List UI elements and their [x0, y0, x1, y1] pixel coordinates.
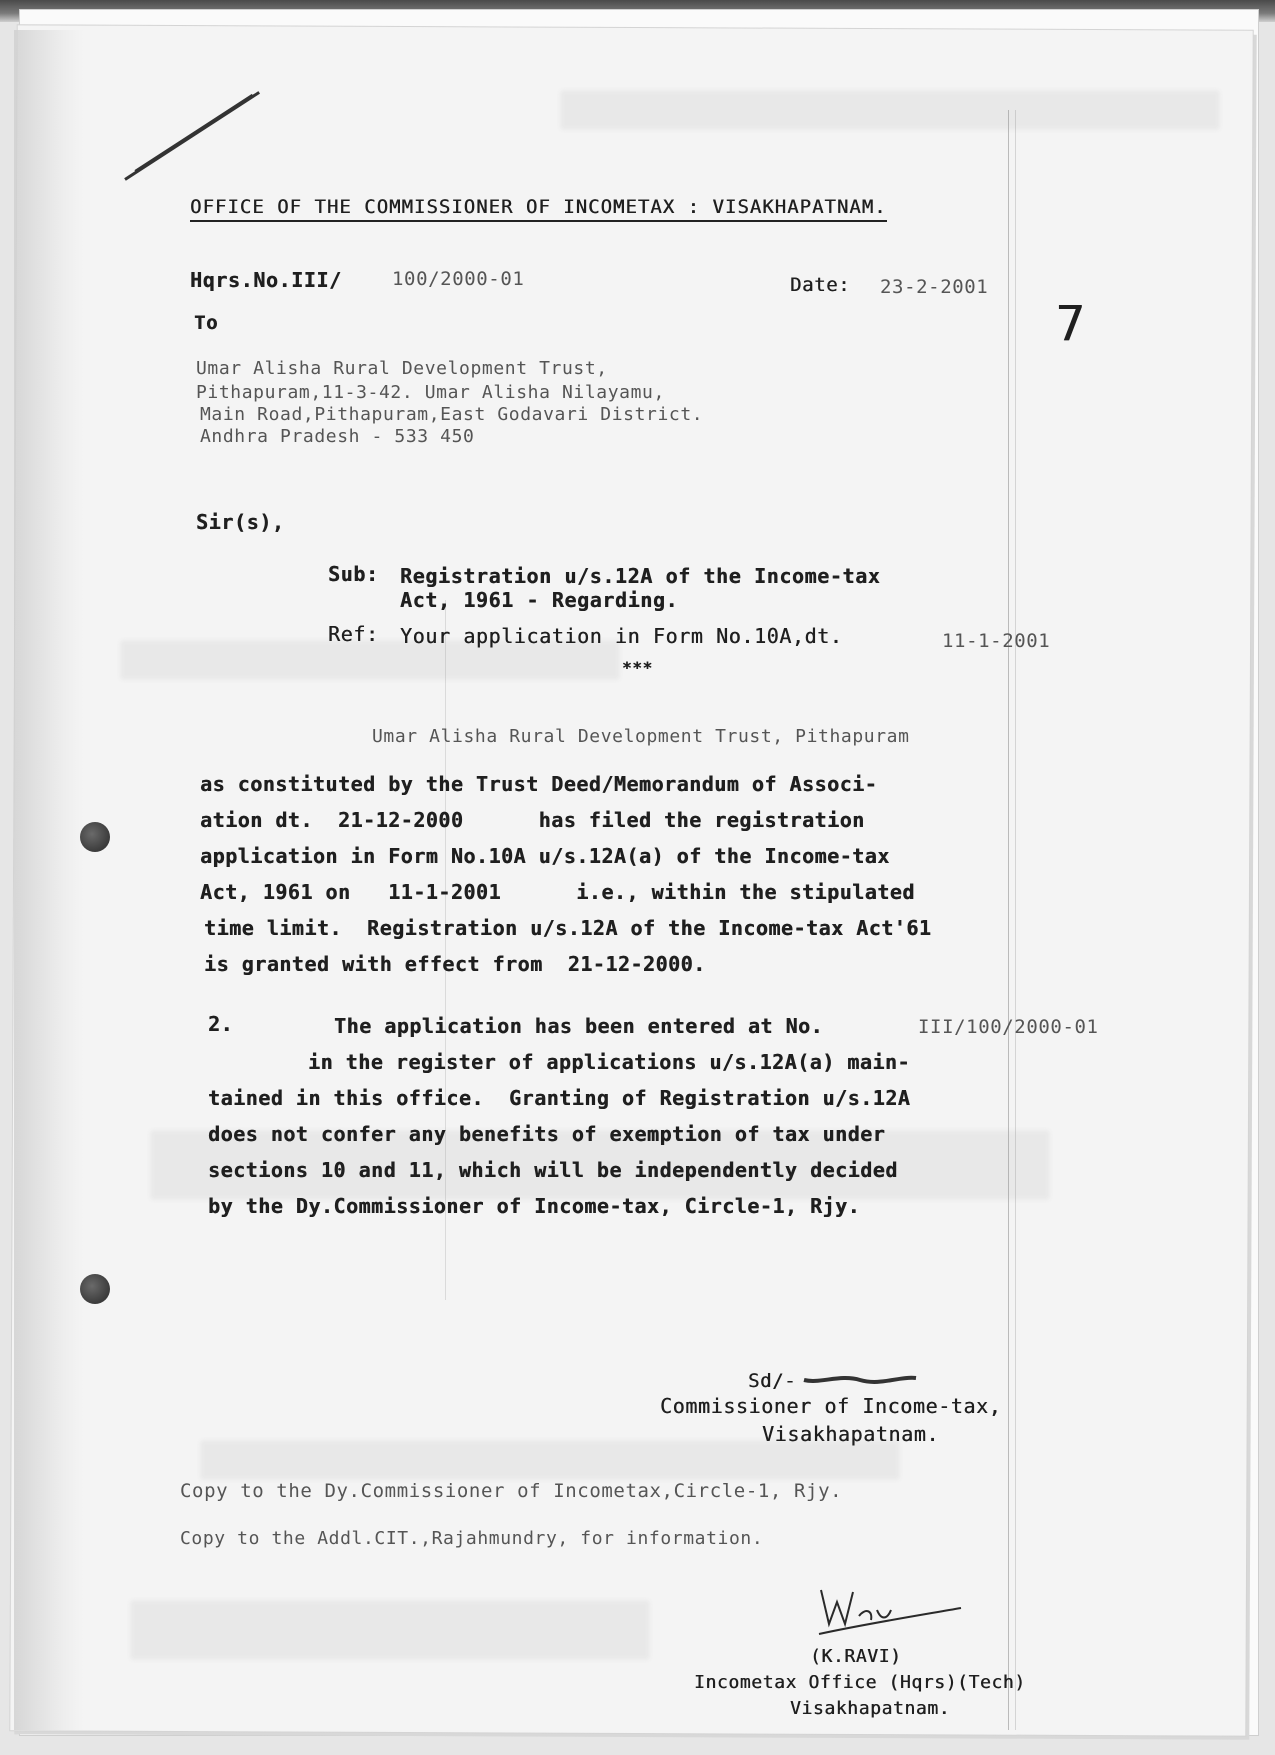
address-line: Umar Alisha Rural Development Trust,	[196, 358, 608, 379]
punch-hole	[80, 822, 110, 852]
para1-line: time limit. Registration u/s.12A of the Income-tax Act'61	[204, 916, 932, 940]
para1-line: application in Form No.10A u/s.12A(a) of the Income-tax	[200, 844, 890, 868]
para1-line: as constituted by the Trust Deed/Memorandum of Associ-	[200, 772, 878, 796]
para1-line: ation dt. 21-12-2000 has filed the registration	[200, 808, 865, 832]
subject-line: Registration u/s.12A of the Income-tax	[400, 564, 881, 588]
attestor-name: (K.RAVI)	[810, 1646, 902, 1667]
address-line: Pithapuram,11-3-42. Umar Alisha Nilayamu,	[196, 382, 665, 403]
signature-scribble-icon	[800, 1366, 920, 1388]
address-line: Main Road,Pithapuram,East Godavari District.	[200, 404, 704, 425]
subject-line: Act, 1961 - Regarding.	[400, 588, 679, 612]
para1-line: is granted with effect from 21-12-2000.	[204, 952, 706, 976]
date-value: 23-2-2001	[880, 276, 989, 298]
copy-smudge	[130, 1600, 650, 1660]
signatory-place: Visakhapatnam.	[762, 1422, 939, 1446]
para2-line: tained in this office. Granting of Registration u/s.12A	[208, 1086, 911, 1110]
reference-label: Ref:	[328, 622, 379, 646]
reference-text: Your application in Form No.10A,dt.	[400, 624, 843, 648]
para2-line: sections 10 and 11, which will be independently decided	[208, 1158, 898, 1182]
to-label: To	[194, 312, 219, 334]
margin-mark: 7	[1055, 296, 1087, 352]
left-shadow-band	[14, 30, 84, 1730]
para2-number: 2.	[208, 1012, 234, 1036]
signature-sd: Sd/-	[748, 1370, 797, 1392]
copy-smudge	[560, 90, 1220, 130]
subject-label: Sub:	[328, 562, 379, 586]
date-label: Date:	[790, 274, 851, 296]
para2-line: does not confer any benefits of exemption of tax under	[208, 1122, 886, 1146]
reference-date: 11-1-2001	[942, 630, 1051, 652]
para2-number-ref: III/100/2000-01	[918, 1016, 1099, 1038]
para2-line: by the Dy.Commissioner of Income-tax, Circle-1, Rjy.	[208, 1194, 861, 1218]
fold-line	[1008, 110, 1009, 1730]
separator-stars: ***	[622, 658, 653, 677]
address-line: Andhra Pradesh - 533 450	[200, 426, 475, 447]
ref-number-value: 100/2000-01	[392, 268, 525, 290]
salutation: Sir(s),	[196, 510, 285, 534]
signatory-title: Commissioner of Income-tax,	[660, 1394, 1002, 1418]
para1-line: Act, 1961 on 11-1-2001 i.e., within the stipulated	[200, 880, 915, 904]
handwritten-initials-icon	[815, 1580, 965, 1640]
attestor-place: Visakhapatnam.	[790, 1698, 951, 1719]
para1-lead: Umar Alisha Rural Development Trust, Pithapuram	[372, 726, 910, 747]
attestor-title: Incometax Office (Hqrs)(Tech)	[694, 1672, 1026, 1693]
fold-line	[1015, 110, 1016, 1730]
para2-lead: The application has been entered at No.	[334, 1014, 824, 1038]
copy-line: Copy to the Addl.CIT.,Rajahmundry, for information.	[180, 1528, 764, 1549]
ref-number-label: Hqrs.No.III/	[190, 268, 342, 292]
copy-smudge	[200, 1440, 900, 1480]
para2-line: in the register of applications u/s.12A(a) main-	[308, 1050, 910, 1074]
office-heading: OFFICE OF THE COMMISSIONER OF INCOMETAX : VISAKHAPATNAM.	[190, 196, 887, 222]
punch-hole	[80, 1274, 110, 1304]
copy-line: Copy to the Dy.Commissioner of Incometax,Circle-1, Rjy.	[180, 1480, 843, 1502]
